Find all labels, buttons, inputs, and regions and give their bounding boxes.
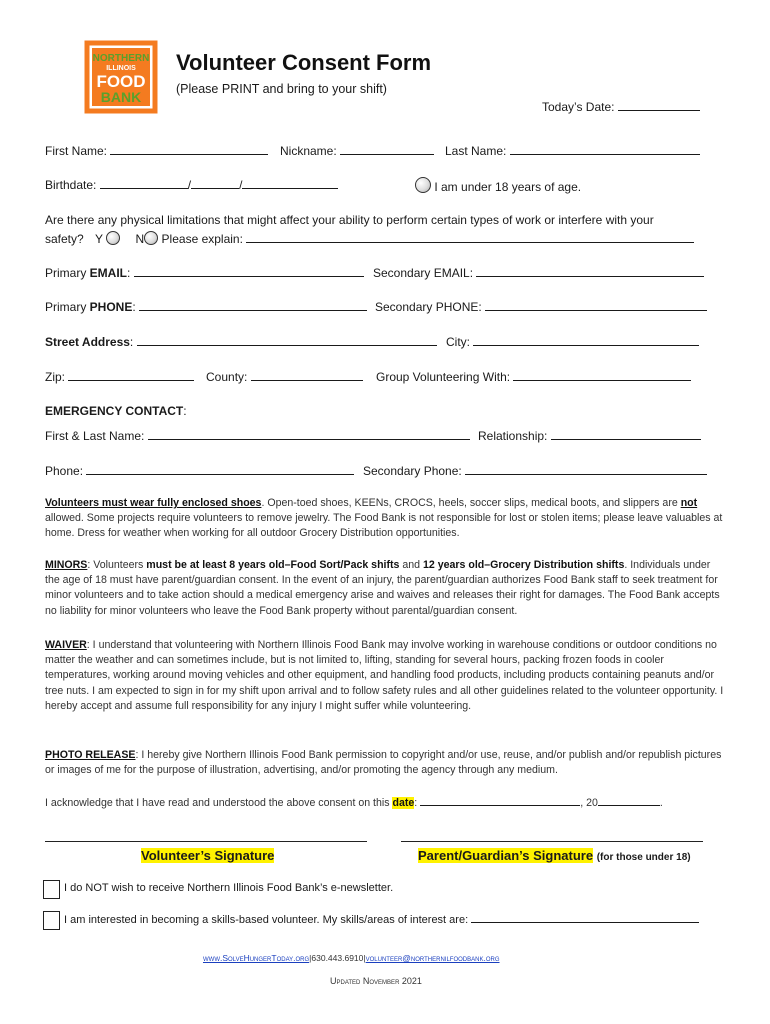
relationship-field[interactable] [478,429,701,443]
footer-sep-2: | [363,953,366,963]
ec-phone-label: Phone: [45,464,84,478]
photo-release-text: : I hereby give Northern Illinois Food Bank permission to copyright and/or use, reuse, and/or publish and/or republish pictures or images of me for the purpose of illustration, advertising, and/or promoting the agency through any medium. [45,749,722,777]
todays-date-label: Today’s Date: [542,100,615,114]
group-field[interactable] [376,370,691,384]
primary-phone-field[interactable] [45,300,367,314]
shoes-paragraph [45,496,725,542]
limitations-question: Are there any physical limitations that might affect your ability to perform certain types of work or interfere with your [45,213,654,227]
primary-email-label-a: Primary [45,266,90,280]
parent-signature-note: (for those under 18) [596,852,691,863]
minors-t1: : Volunteers [87,559,147,571]
primary-email-label-b: EMAIL [89,266,128,280]
under-18-radio[interactable] [415,177,431,193]
food-bank-logo [84,40,158,114]
first-name-label: First Name: [45,144,108,158]
footer-sep-1: | [309,953,312,963]
city-field[interactable] [446,335,699,349]
footer-phone: 630.443.6910 [311,953,364,963]
ec-name-label: First & Last Name: [45,429,145,443]
secondary-email-label: Secondary EMAIL: [373,266,474,280]
last-name-field[interactable] [445,144,700,158]
county-label: County: [206,370,248,384]
explain-input[interactable] [246,232,694,243]
primary-phone-label-c: : [132,300,136,314]
waiver-text: : I understand that volunteering with Northern Illinois Food Bank may involve working in warehouse conditions or outdoor conditions no matter the weather and can sometimes include, but is not limited to, lifting, standing for several hours, packing frozen foods in cooler temperatures, working around moving vehicles and other equipment, and handling food products, including products containing peanuts and/or tree nuts. I am expected to sign in for my shift upon arrival and to follow safety rules and all other guidelines related to the volunteer opportunity. I hereby accept and assume full responsibility for any injury I might suffer while volunteering. [45,639,724,712]
minors-lead: MINORS [45,559,88,571]
street-address-field[interactable] [45,335,437,349]
todays-date[interactable] [542,100,700,114]
emergency-contact-label: EMERGENCY CONTACT [45,404,184,418]
emergency-contact-colon: : [183,404,187,418]
acknowledge-text: I acknowledge that I have read and understood the above consent on this [45,797,393,809]
parent-signature-text: Parent/Guardian’s Signature [418,848,594,863]
logo-illinois: ILLINOIS [106,65,136,72]
primary-phone-label-a: Primary [45,300,90,314]
ec-secondary-phone-label: Secondary Phone: [363,464,462,478]
ec-secondary-phone-field[interactable] [363,464,707,478]
primary-email-label-c: : [127,266,131,280]
last-name-label: Last Name: [445,144,507,158]
acknowledge-comma20: , 20 [580,797,598,809]
city-label: City: [446,335,470,349]
no-label: N [135,232,145,246]
footer-contact [203,953,500,963]
acknowledge-period: . [659,797,663,809]
footer-website-link[interactable]: www.SolveHungerToday.org [203,953,310,963]
secondary-phone-label: Secondary PHONE: [375,300,482,314]
yes-radio[interactable] [106,231,120,245]
minors-t2: and [399,559,423,571]
first-name-field[interactable] [45,144,268,158]
emergency-contact-heading [45,404,187,418]
shoes-lead: Volunteers must wear fully enclosed shoes [45,497,262,509]
acknowledge-year-input[interactable] [598,796,660,806]
shoes-text2: allowed. Some projects require volunteers to remove jewelry. The Food Bank is not responsible for lost or stolen items; please leave valuables at home. Dress for weather when working for all outdoor Grocery Distribution opportunities. [45,512,723,540]
skills-field [64,913,699,926]
under-18-label: I am under 18 years of age. [434,180,582,194]
photo-release-paragraph [45,748,725,778]
acknowledge-colon: : [414,797,418,809]
under-18-option[interactable] [415,177,581,194]
ec-name-field[interactable] [45,429,470,443]
county-field[interactable] [206,370,363,384]
birthdate-label: Birthdate: [45,178,97,192]
newsletter-checkbox[interactable] [43,880,60,899]
street-address-colon: : [129,335,134,349]
limitations-answer-row [45,231,694,246]
volunteer-signature-line[interactable] [45,840,367,842]
street-address-label: Street Address [45,335,130,349]
parent-signature-line[interactable] [401,840,703,842]
safety-label: safety? [45,232,84,246]
skills-checkbox[interactable] [43,911,60,930]
volunteer-signature-label [141,848,274,863]
explain-label: Please explain: [161,232,243,246]
footer-updated: Updated November 2021 [330,976,422,986]
photo-release-lead: PHOTO RELEASE [45,749,136,761]
ec-phone-field[interactable] [45,464,354,478]
acknowledge-date-word: date [392,797,415,809]
skills-input[interactable] [471,913,699,923]
birthdate-field[interactable]: Birthdate: / / [45,178,338,192]
nickname-label: Nickname: [280,144,337,158]
skills-label: I am interested in becoming a skills-based volunteer. My skills/areas of interest are: [64,914,469,926]
secondary-email-field[interactable] [373,266,704,280]
acknowledge-line [45,796,663,809]
footer-email-link[interactable]: volunteer@northernilfoodbank.org [365,953,500,963]
primary-phone-label-b: PHONE [89,300,133,314]
minors-b2: 12 years old–Grocery Distribution shifts [423,559,625,571]
parent-signature-label [418,848,691,863]
logo-northern: NORTHERN [92,53,150,64]
logo-bank: BANK [100,89,142,105]
relationship-label: Relationship: [478,429,548,443]
shoes-not: not [680,497,698,509]
volunteer-signature-text: Volunteer’s Signature [141,848,275,863]
nickname-field[interactable] [280,144,434,158]
zip-field[interactable] [45,370,194,384]
page-title: Volunteer Consent Form [176,50,432,75]
group-label: Group Volunteering With: [376,370,511,384]
waiver-paragraph [45,638,725,714]
acknowledge-date-input[interactable] [420,796,580,806]
minors-t3: . Individuals under the age of 18 must have parent/guardian consent. In the event of an injury, the parent/guardian authorizes Food Bank staff to seek treatment for minor volunteers and to take action should a medical emergency arise and waives and releases their right for damages. The Food Bank accepts no liability for minor volunteers who leave the Food Bank property without parental/guardian consent. [45,559,720,617]
minors-b1: must be at least 8 years old–Food Sort/Pack shifts [146,559,400,571]
newsletter-label: I do NOT wish to receive Northern Illinois Food Bank’s e-newsletter. [64,882,394,894]
shoes-text1: . Open-toed shoes, KEENs, CROCS, heels, soccer slips, medical boots, and slippers are [261,497,681,509]
logo-food: FOOD [96,72,146,91]
zip-label: Zip: [45,370,66,384]
minors-paragraph [45,558,725,619]
waiver-lead: WAIVER [45,639,87,651]
page-subtitle: (Please PRINT and bring to your shift) [176,82,387,96]
primary-email-field[interactable] [45,266,364,280]
yes-label: Y [95,232,103,246]
no-radio[interactable] [144,231,158,245]
secondary-phone-field[interactable] [375,300,707,314]
